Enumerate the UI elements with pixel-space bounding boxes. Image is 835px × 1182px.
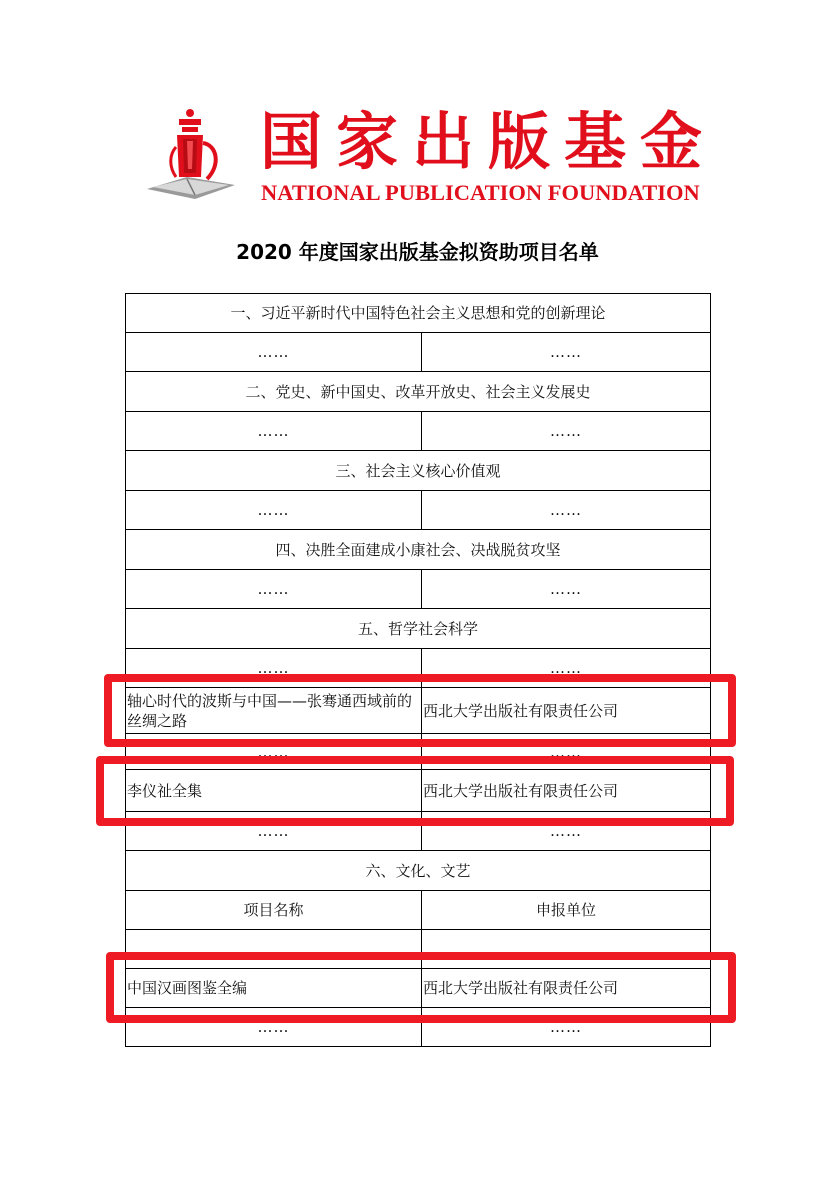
publisher-cell: 西北大学出版社有限责任公司 — [422, 969, 711, 1008]
project-name-cell: …… — [126, 649, 422, 688]
table-row — [126, 1008, 711, 1047]
project-name-cell: …… — [126, 491, 422, 530]
publisher-cell: …… — [422, 734, 711, 770]
table-row — [126, 412, 711, 451]
section-heading: 三、社会主义核心价值观 — [126, 451, 711, 491]
funding-list-table — [125, 293, 711, 1047]
table-row — [126, 930, 711, 969]
section-heading: 六、文化、文艺 — [126, 851, 711, 891]
section-heading: 一、习近平新时代中国特色社会主义思想和党的创新理论 — [126, 294, 711, 333]
section-heading-row — [126, 294, 711, 333]
publisher-cell: …… — [422, 930, 711, 969]
publisher-cell: 西北大学出版社有限责任公司 — [422, 770, 711, 812]
project-name-cell: …… — [126, 1008, 422, 1047]
table-row — [126, 491, 711, 530]
publisher-cell: …… — [422, 812, 711, 851]
document-title: 2020 年度国家出版基金拟资助项目名单 — [236, 240, 599, 264]
column-header-project-name: 项目名称 — [126, 891, 422, 930]
project-name-cell: …… — [126, 930, 422, 969]
publisher-cell: …… — [422, 412, 711, 451]
project-name-cell: …… — [126, 333, 422, 372]
table-row — [126, 734, 711, 770]
table-row — [126, 649, 711, 688]
section-heading: 五、哲学社会科学 — [126, 609, 711, 649]
project-name-cell: …… — [126, 734, 422, 770]
project-name-cell: …… — [126, 412, 422, 451]
project-name-cell: 中国汉画图鉴全编 — [126, 969, 422, 1008]
table-row — [126, 770, 711, 812]
project-name-cell: …… — [126, 570, 422, 609]
publisher-cell: …… — [422, 1008, 711, 1047]
section-heading-row — [126, 609, 711, 649]
publisher-cell: …… — [422, 333, 711, 372]
column-header-publisher: 申报单位 — [422, 891, 711, 930]
project-name-cell: 李仪祉全集 — [126, 770, 422, 812]
project-name-cell: 轴心时代的波斯与中国——张骞通西域前的丝绸之路 — [126, 688, 422, 734]
table-row — [126, 688, 711, 734]
section-heading: 二、党史、新中国史、改革开放史、社会主义发展史 — [126, 372, 711, 412]
section-heading-row — [126, 851, 711, 891]
publisher-cell: 西北大学出版社有限责任公司 — [422, 688, 711, 734]
table-row — [126, 969, 711, 1008]
section-heading: 四、决胜全面建成小康社会、决战脱贫攻坚 — [126, 530, 711, 570]
section-heading-row — [126, 530, 711, 570]
section-heading-row — [126, 451, 711, 491]
column-header-row — [126, 891, 711, 930]
publisher-cell: …… — [422, 649, 711, 688]
publisher-cell: …… — [422, 570, 711, 609]
table-row — [126, 333, 711, 372]
table-row — [126, 570, 711, 609]
foundation-logo-emblem — [143, 105, 239, 205]
section-heading-row — [126, 372, 711, 412]
foundation-name-english: NATIONAL PUBLICATION FOUNDATION — [261, 180, 700, 205]
project-name-cell: …… — [126, 812, 422, 851]
table-row — [126, 812, 711, 851]
foundation-name-chinese: 国家出版基金 — [260, 105, 717, 178]
publisher-cell: …… — [422, 491, 711, 530]
